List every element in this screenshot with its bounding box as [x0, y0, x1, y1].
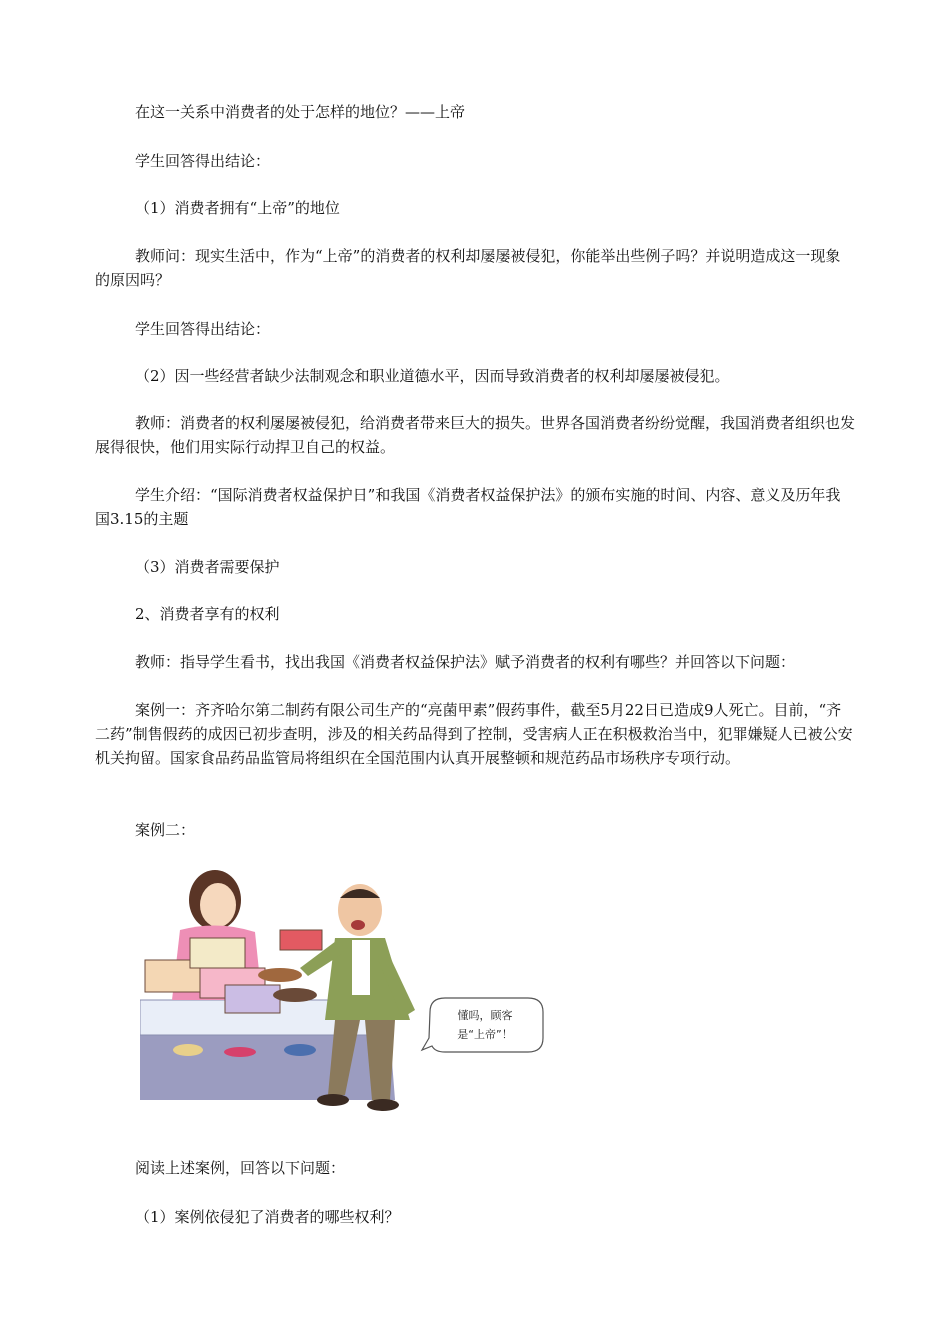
paragraph: 学生回答得出结论：	[135, 320, 271, 338]
paragraph: （3）消费者需要保护	[135, 558, 280, 576]
paragraph: 2、消费者享有的权利	[135, 605, 280, 623]
paragraph: 教师：指导学生看书，找出我国《消费者权益保护法》赋予消费者的权利有哪些？并回答以下问题：	[135, 653, 796, 671]
paragraph: 教师：消费者的权利屡屡被侵犯，给消费者带来巨大的损失。世界各国消费者纷纷觉醒，我国消费者组织也发展得很快，他们用实际行动捍卫自己的权益。	[95, 414, 856, 456]
paragraph: 教师问：现实生活中，作为“上帝”的消费者的权利却屡屡被侵犯，你能举出些例子吗？并说明造成这一现象的原因吗？	[95, 247, 841, 289]
paragraph: 学生介绍：“国际消费者权益保护日”和我国《消费者权益保护法》的颁布实施的时间、内容、意义及历年我国3.15的主题	[95, 486, 841, 528]
paragraph: 学生回答得出结论：	[135, 152, 271, 170]
speech-bubble-line-1: 懂吗，顾客	[457, 1009, 513, 1022]
paragraph: （1）消费者拥有“上帝”的地位	[135, 199, 340, 217]
paragraph: （2）因一些经营者缺少法制观念和职业道德水平，因而导致消费者的权利却屡屡被侵犯。	[135, 367, 730, 385]
paragraph: 案例二：	[135, 821, 196, 839]
paragraph: 阅读上述案例，回答以下问题：	[135, 1159, 346, 1177]
paragraph: （1）案例依侵犯了消费者的哪些权利？	[135, 1208, 400, 1226]
paragraph: 在这一关系中消费者的处于怎样的地位？——上帝	[135, 103, 466, 121]
speech-bubble-line-2: 是“上帝”！	[457, 1028, 513, 1041]
paragraph: 案例一：齐齐哈尔第二制药有限公司生产的“亮菌甲素”假药事件，截至5月22日已造成9人死亡。目前，“齐二药”制售假药的成因已初步查明，涉及的相关药品得到了控制，受害病人正在积极救治当中，犯罪嫌疑人已被公安机关拘留。国家食品药品监管局将组织在全国范围内认真开展整顿和规范药品市场秩序专项行动。	[95, 701, 853, 767]
cartoon-illustration	[140, 860, 550, 1125]
